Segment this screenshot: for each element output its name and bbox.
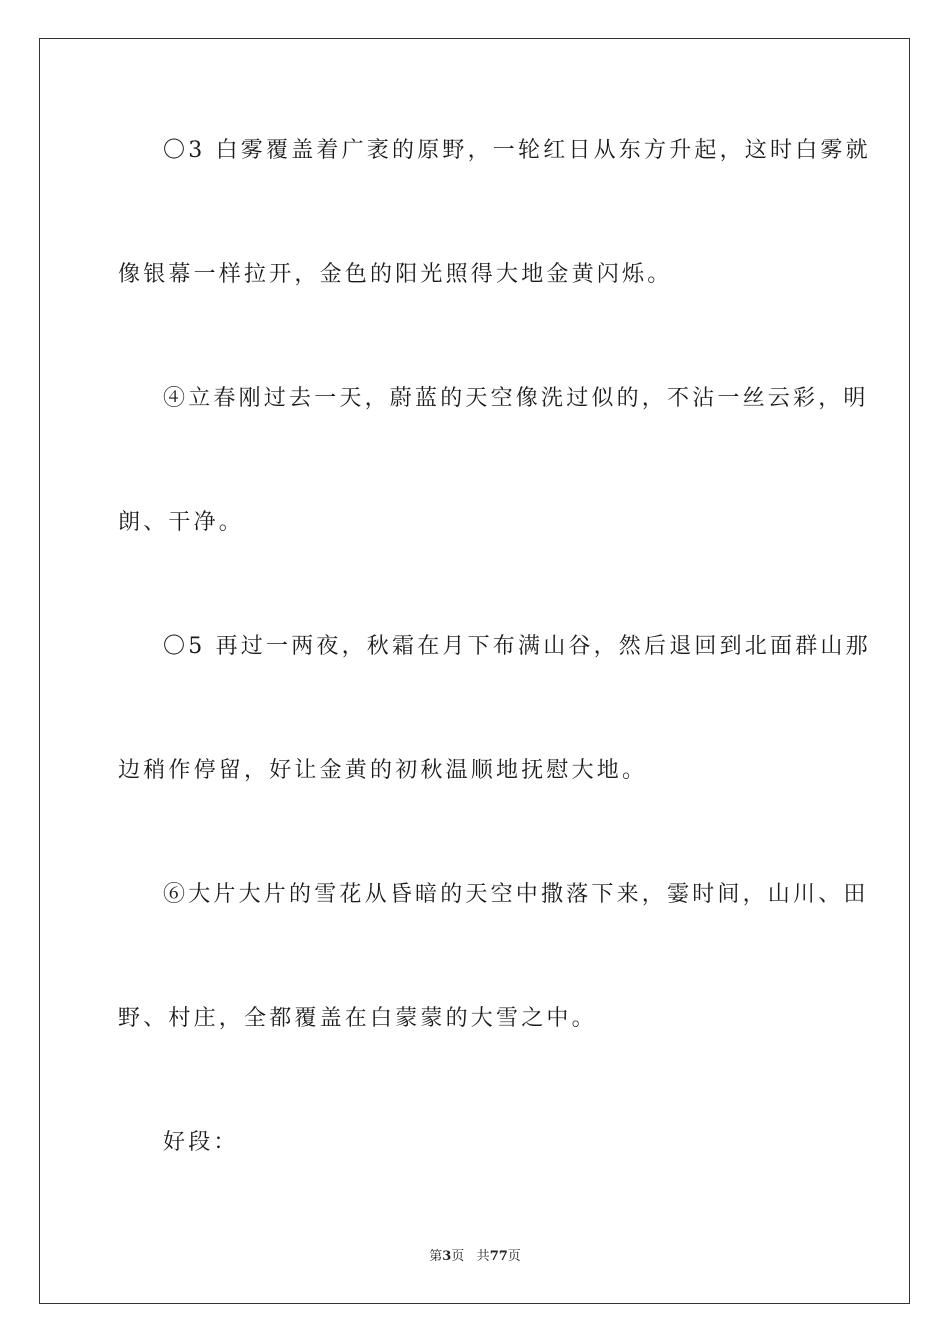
page-footer bbox=[0, 1248, 950, 1266]
section-heading: 好段： bbox=[163, 1130, 239, 1155]
total-prefix: 共 bbox=[476, 1249, 490, 1264]
paragraph-3-line-1: 〇5 再过一两夜，秋霜在月下布满山谷，然后退回到北面群山那 bbox=[163, 634, 871, 659]
paragraph-4-line-2: 野、村庄，全都覆盖在白蒙蒙的大雪之中。 bbox=[118, 1006, 597, 1031]
paragraph-2-line-1: ④立春刚过去一天，蔚蓝的天空像洗过似的，不沾一丝云彩，明 bbox=[163, 386, 869, 411]
paragraph-3-line-2: 边稍作停留，好让金黄的初秋温顺地抚慰大地。 bbox=[118, 758, 648, 783]
paragraph-1-line-1: 〇3 白雾覆盖着广袤的原野，一轮红日从东方升起，这时白雾就 bbox=[163, 138, 871, 163]
page-prefix: 第 bbox=[429, 1249, 443, 1264]
paragraph-1-line-2: 像银幕一样拉开，金色的阳光照得大地金黄闪烁。 bbox=[118, 262, 673, 287]
total-suffix: 页 bbox=[507, 1249, 521, 1264]
paragraph-2-line-2: 朗、干净。 bbox=[118, 510, 245, 535]
total-pages: 77 bbox=[489, 1249, 508, 1264]
page-suffix: 页 bbox=[451, 1249, 465, 1264]
paragraph-4-line-1: ⑥大片大片的雪花从昏暗的天空中撒落下来，霎时间，山川、田 bbox=[163, 882, 869, 907]
page-number: 3 bbox=[442, 1249, 452, 1264]
page-border bbox=[39, 38, 910, 1304]
